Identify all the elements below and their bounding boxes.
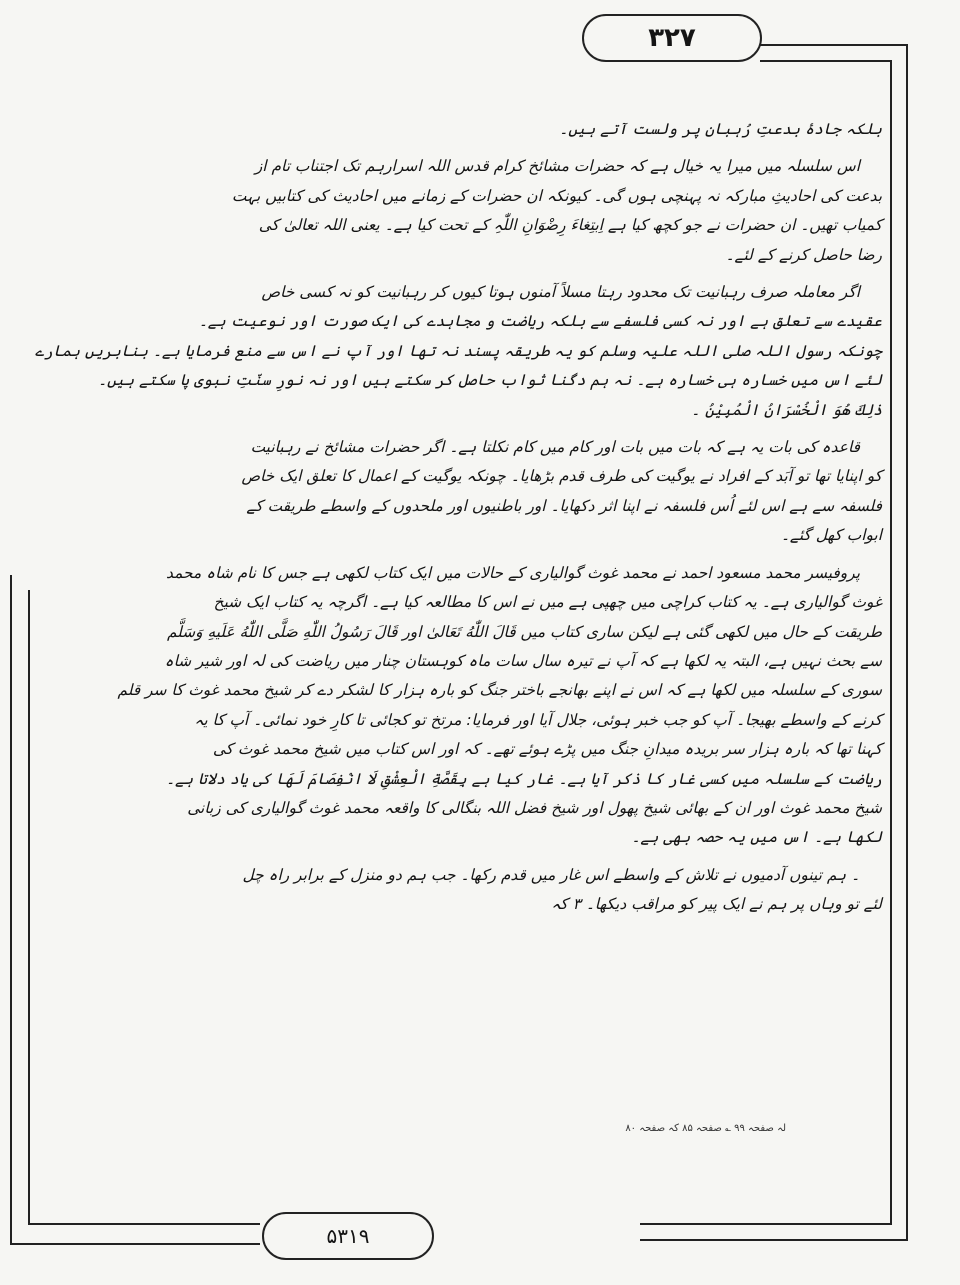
- page-number-bottom: ۵۳۱۹: [262, 1212, 434, 1260]
- text-line: ابواب کھل گئے۔: [780, 526, 882, 545]
- page-body-text: [34, 115, 882, 928]
- text-line: غوث گوالیاری ہے۔ یہ کتاب کراچی میں چھپی ہے میں نے اس کا مطالعہ کیا ہے۔ اگرچہ یہ کتاب ایک شیخ: [213, 593, 882, 612]
- text-line: رضا حاصل کرنے کے لئے۔: [725, 245, 882, 264]
- text-line: سے بحث نہیں ہے، البتہ یہ لکھا ہے کہ آپ نے تیرہ سال سات ماہ کوہستان چنار میں ریاضت کی لہ اور شیر شاہ: [164, 651, 882, 670]
- frame-line: [28, 590, 30, 1225]
- text-line: لئے تو وہاں پر ہم نے ایک پیر کو مراقب دیکھا۔ ۳ کہ: [551, 895, 882, 914]
- text-line: اس سلسلہ میں میرا یہ خیال ہے کہ حضرات مشائخ کرام قدس اللہ اسرارہم تک اجتناب تام از: [254, 157, 860, 176]
- footnotes: لہ صفحہ ۹۹ ؎ صفحہ ۸۵ کہ صفحہ ۸۰: [625, 1123, 786, 1134]
- paragraph: [186, 115, 882, 144]
- frame-line: [10, 1243, 260, 1245]
- paragraph: [186, 433, 882, 551]
- frame-line: [28, 1223, 260, 1225]
- text-line: کو اپنایا تھا تو آبَد کے افراد نے یوگیت کی طرف قدم بڑھایا۔ چونکہ یوگیت کے اعمال کا تعلق ایک خاص: [241, 467, 882, 486]
- page-number-top: ۳۲۷: [582, 14, 762, 62]
- text-line: عقیدے سے تعلق ہے اور نہ کسی فلسفے سے بلکہ ریاضت و مجاہدے کی ایک صورت اور نوعیت ہے۔: [198, 312, 882, 331]
- paragraph: [186, 152, 882, 270]
- text-line: بدعت کی احادیثِ مبارکہ نہ پہنچی ہوں گی۔ کیونکہ ان حضرات کے زمانے میں احادیث کی کتابیں بہت: [231, 186, 882, 205]
- text-line: سوری کے سلسلہ میں لکھا ہے کہ اس نے اپنے بھانجے باختر جنگ کو بارہ ہزار کا لشکر دے کر شیخ محمد غوث کا سر قلم: [117, 681, 882, 700]
- text-line: کمیاب تھیں۔ ان حضرات نے جو کچھ کیا ہے اِبتِغاءَ رِضْوَانِ اللّٰہِ کے تحت کیا ہے۔ یعنی اللہ تعالیٰ کی: [258, 216, 882, 235]
- text-line: کرنے کے واسطے بھیجا۔ آپ کو جب خبر ہوئی، جلال آیا اور فرمایا: مرتخ تو کجائی تا کارِ خود نمائی۔ آپ کا یہ: [194, 710, 882, 729]
- text-line: ذٰلِكَ هُوَ الْخُسْرَانُ الْمُبِیْنُ ۔: [691, 400, 882, 419]
- text-line: لکھا ہے۔ اس میں یہ حصہ بھی ہے۔: [631, 828, 882, 847]
- frame-line: [640, 1239, 908, 1241]
- text-line: شیخ محمد غوث اور ان کے بھائی شیخ پھول اور شیخ فضل اللہ بنگالی کا واقعہ محمد غوث گوالیاری کی زبانی: [187, 798, 882, 817]
- text-line: قاعدہ کی بات یہ ہے کہ بات میں بات اور کام میں کام نکلتا ہے۔ اگر حضرات مشائخ نے رہبانیت: [250, 438, 860, 457]
- text-line: لئے اس میں خسارہ ہی خسارہ ہے۔ نہ ہم دگنا ثواب حاصل کر سکتے ہیں اور نہ نورِ سنّتِ نبوی پا سکتے ہیں۔: [98, 371, 882, 390]
- paragraph: [117, 559, 882, 853]
- text-line: ۔ ہم تینوں آدمیوں نے تلاش کے واسطے اس غار میں قدم رکھا۔ جب ہم دو منزل کے برابر راہ چل: [242, 865, 860, 884]
- text-line: بلکہ جادۂ بدعتِ رُہبان پر ولست آتے ہیں۔: [559, 120, 882, 138]
- text-line: کہنا تھا کہ بارہ ہزار سر بریدہ میدانِ جنگ میں پڑے ہوئے تھے۔ کہ اور اس کتاب میں شیخ محمد غوث کی: [212, 740, 882, 759]
- frame-line: [10, 575, 12, 1245]
- text-line: پروفیسر محمد مسعود احمد نے محمد غوث گوالیاری کے حالات میں ایک کتاب لکھی ہے جس کا نام شاہ محمد: [166, 563, 860, 582]
- text-line: چونکہ رسول اللہ صلی اللہ علیہ وسلم کو یہ طریقہ پسند نہ تھا اور آپ نے اس سے منع فرمایا ہے۔ بنابریں ہمارے: [34, 341, 882, 360]
- text-line: ریاضت کے سلسلہ میں کسی غار کا ذکر آیا ہے۔ غار کیا ہے بِقَصَّةِ الْعِشْقِ لَا انْفِصَامَ لَهَا کی یاد دلاتا ہے۔: [166, 769, 882, 788]
- text-line: طریقت کے حال میں لکھی گئی ہے لیکن ساری کتاب میں قَالَ اللّٰهُ تَعَالیٰ اور قَالَ رَسُولُ اللّٰهِ صَلَّی اللّٰهُ عَلَیهِ وَسَلَّم: [166, 622, 882, 641]
- text-line: فلسفہ سے ہے اس لئے اُس فلسفہ نے اپنا اثر دکھایا۔ اور باطنیوں اور ملحدوں کے واسطے طریقت کے: [246, 496, 882, 515]
- text-line: اگر معاملہ صرف رہبانیت تک محدود رہتا مسلاً آمنوں ہوتا کیوں کر رہبانیت کو نہ کسی خاص: [261, 283, 860, 302]
- frame-line: [640, 1223, 892, 1225]
- paragraph: [34, 278, 882, 425]
- paragraph: [186, 861, 882, 920]
